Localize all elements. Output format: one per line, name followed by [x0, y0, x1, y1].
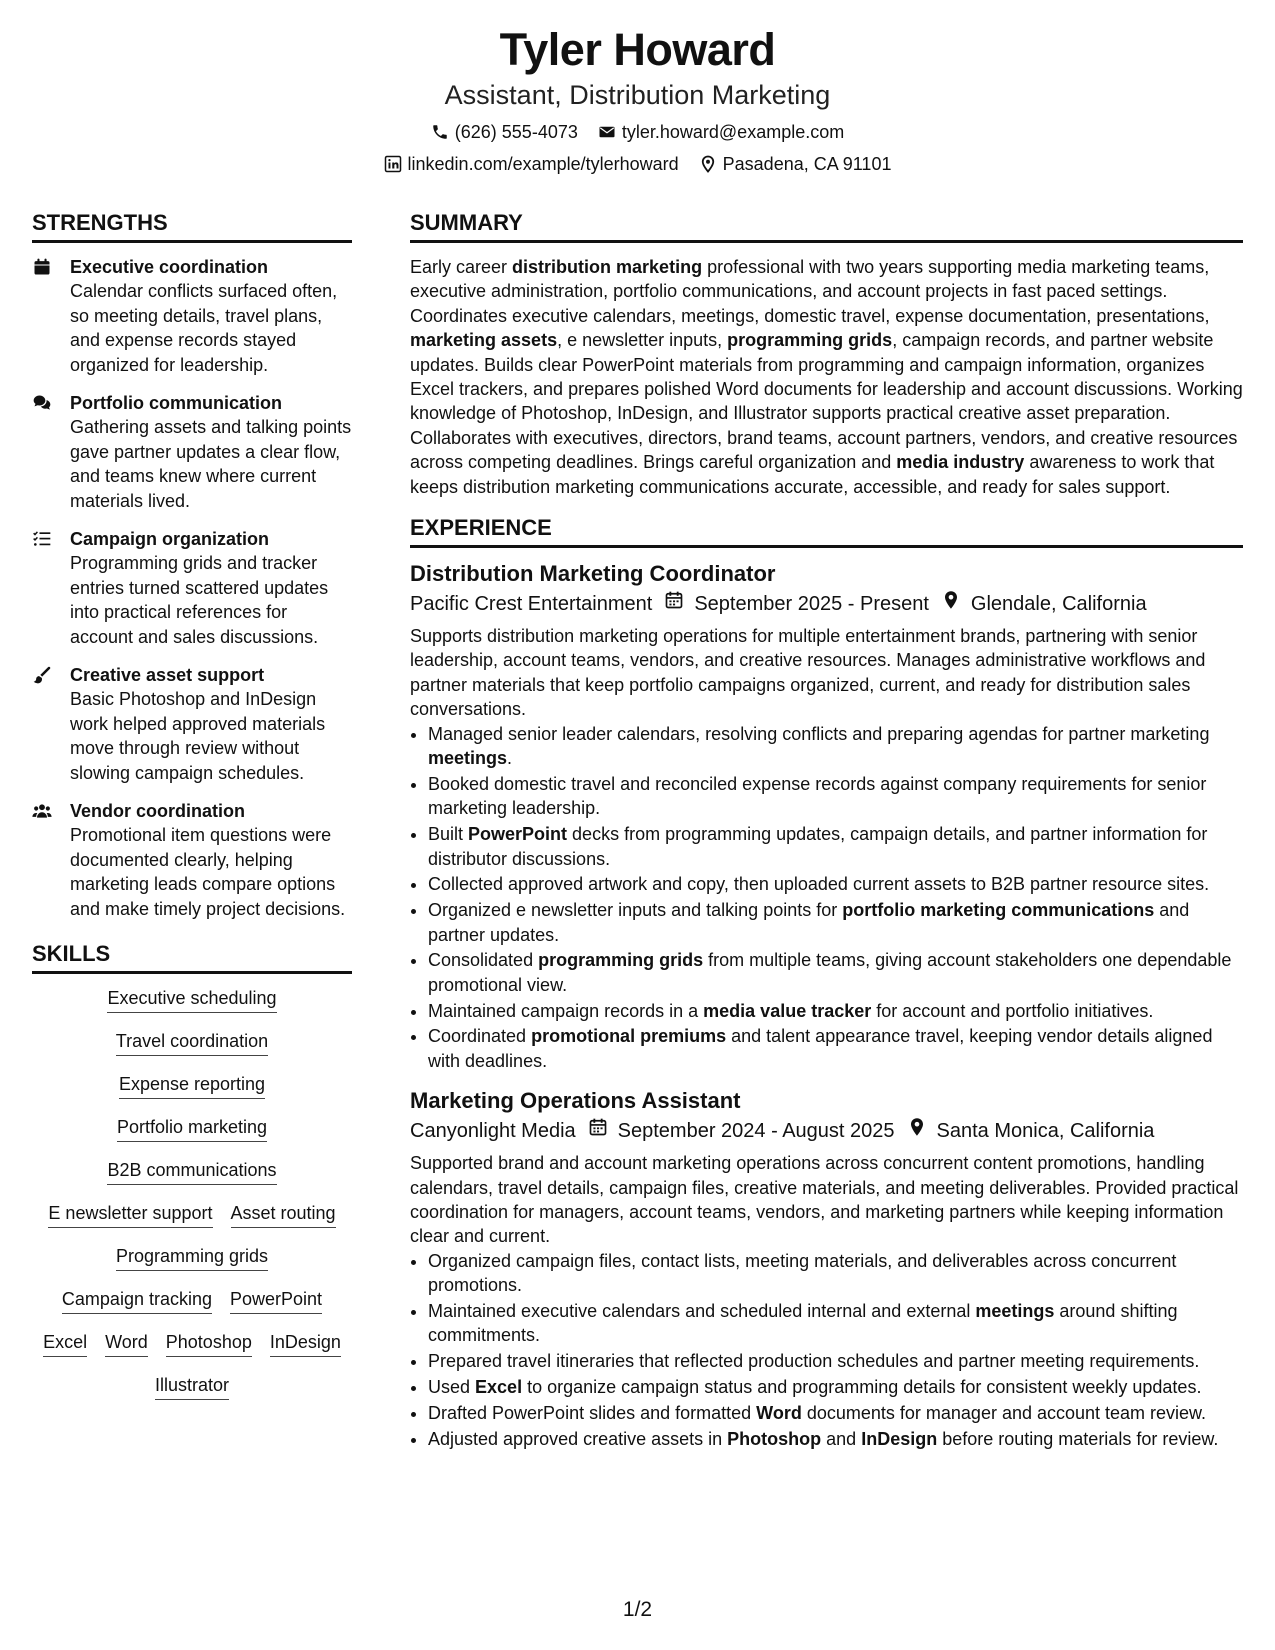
company-name: Pacific Crest Entertainment: [410, 593, 653, 616]
page-number: 1/2: [622, 1598, 653, 1621]
bold-keyword: Excel: [475, 1376, 523, 1397]
job-meta: [410, 590, 1243, 618]
job-dates-text: September 2025 - Present: [694, 593, 929, 616]
strength-description: Promotional item questions were documented clearly, helping marketing leads compare options and make timely project decisions.: [70, 825, 346, 919]
text-run: Early career: [410, 257, 513, 277]
summary-text: [410, 255, 1243, 499]
text-run: before routing materials for review.: [937, 1428, 1219, 1449]
job-bullet: [428, 1024, 1243, 1073]
skill-tag: Word: [105, 1330, 148, 1357]
text-run: and talent appearance travel, keeping vendor details aligned with deadlines.: [428, 1026, 1213, 1071]
bold-keyword: portfolio marketing communications: [842, 900, 1155, 921]
text-run: Maintained campaign records in a: [428, 1000, 704, 1021]
text-run: Managed senior leader calendars, resolving conflicts and preparing agendas for partner marketing: [428, 723, 1210, 744]
calendar-icon: [664, 590, 684, 618]
skill-row: [32, 1072, 352, 1099]
bold-keyword: media industry: [896, 452, 1025, 473]
text-run: Booked domestic travel and reconciled expense records against company requirements for senior marketing leadership.: [428, 773, 1207, 819]
strength-item: [32, 527, 352, 649]
linkedin-icon: [384, 155, 402, 173]
text-run: from multiple teams, giving account stakeholders one dependable promotional view.: [428, 950, 1232, 995]
calendar-icon: [588, 1117, 608, 1145]
skill-tag: Excel: [43, 1330, 87, 1357]
skill-tag: Campaign tracking: [62, 1287, 212, 1314]
skill-tag: InDesign: [270, 1330, 341, 1357]
email-contact: [598, 120, 844, 144]
strength-body: [70, 799, 352, 921]
map-pin-icon: [907, 1117, 927, 1145]
job-bullet: [428, 822, 1243, 871]
skill-row: [32, 1373, 352, 1400]
bold-keyword: programming grids: [727, 330, 893, 351]
skill-tag: B2B communications: [107, 1158, 276, 1185]
job-dates: [588, 1117, 895, 1145]
job-description: Supported brand and account marketing operations across concurrent content promotions, handling calendars, travel details, campaign files, creative materials, and meeting deliverables. Provided practical coordination for managers, account teams, vendors, and marketing partners while keeping information clear and current.: [410, 1153, 1239, 1247]
bold-keyword: programming grids: [538, 950, 704, 971]
phone-icon: [431, 123, 449, 141]
job-bullet: [428, 999, 1243, 1023]
strength-title: Portfolio communication: [70, 393, 283, 413]
map-pin-icon: [941, 590, 961, 618]
text-run: Prepared travel itineraries that reflected production schedules and partner meeting requirements.: [428, 1351, 1200, 1372]
bold-keyword: media value tracker: [703, 1000, 872, 1021]
experience-heading: EXPERIENCE: [410, 515, 1243, 548]
job-dates-text: September 2024 - August 2025: [617, 1120, 895, 1143]
job-bullet: [428, 1299, 1243, 1348]
text-run: Organized campaign files, contact lists, meeting materials, and deliverables across concurrent promotions.: [428, 1250, 1177, 1296]
text-run: decks from programming updates, campaign details, and partner information for distributor discussions.: [428, 824, 1208, 869]
text-run: awareness to work that keeps distribution marketing communications accurate, accessible, and ready for sales support.: [410, 452, 1215, 497]
job-bullet: [428, 1401, 1243, 1425]
job-location: [941, 590, 1147, 618]
text-run: around shifting commitments.: [428, 1300, 1178, 1346]
skill-tag: E newsletter support: [48, 1201, 212, 1228]
bold-keyword: marketing assets: [410, 330, 558, 351]
text-run: to organize campaign status and programming details for consistent weekly updates.: [522, 1376, 1202, 1397]
skill-row: [32, 1115, 352, 1142]
skill-tag: Photoshop: [166, 1330, 252, 1357]
job-title: Distribution Marketing Coordinator: [410, 561, 776, 587]
bold-keyword: InDesign: [861, 1428, 938, 1449]
text-run: , campaign records, and partner website updates. Builds clear PowerPoint materials from programming and campaign information, organizes Excel trackers, and prepares polished Word documents for leadership and account discussions. Working knowledge of Photoshop, InDesign, and Illustrator supports practical creative asset preparation. Collaborates with executives, directors, brand teams, account partners, vendors, and creative resources across competing deadlines. Brings careful organization and: [410, 330, 1243, 473]
bold-keyword: Photoshop: [727, 1428, 822, 1449]
company-name: Canyonlight Media: [410, 1120, 576, 1143]
calendar-icon: [32, 255, 70, 377]
strength-title: Executive coordination: [70, 257, 269, 277]
job-bullets: [410, 1249, 1243, 1451]
phone-contact: [431, 120, 578, 144]
strength-item: [32, 255, 352, 377]
strength-item: [32, 663, 352, 785]
bold-keyword: Word: [756, 1402, 802, 1423]
text-run: Maintained executive calendars and scheduled internal and external: [428, 1300, 976, 1321]
bold-keyword: distribution marketing: [512, 257, 703, 277]
job-bullet: [428, 1249, 1243, 1298]
skill-row: [32, 1244, 352, 1271]
strength-title: Vendor coordination: [70, 801, 246, 821]
job-bullet: [428, 1375, 1243, 1399]
email-text[interactable]: tyler.howard@example.com: [621, 122, 845, 142]
skill-tag: PowerPoint: [230, 1287, 322, 1314]
job-bullet: [428, 872, 1243, 896]
job-meta: [410, 1117, 1243, 1145]
users-icon: [32, 799, 70, 921]
job-location: [907, 1117, 1155, 1145]
map-pin-icon: [699, 155, 717, 173]
skill-tag: Illustrator: [155, 1373, 229, 1400]
text-run: professional with two years supporting media marketing teams, executive administration, portfolio communications, and account projects in fast paced settings. Coordinates executive calendars, meetings, domestic travel, expense documentation, presentations,: [410, 257, 1210, 326]
location-contact: [699, 152, 892, 176]
skill-row: [32, 986, 352, 1013]
location-text: Pasadena, CA 91101: [722, 154, 892, 174]
job-bullet: [428, 1427, 1243, 1451]
candidate-name: Tyler Howard: [499, 24, 776, 75]
text-run: and partner updates.: [428, 900, 1190, 945]
skill-row: [32, 1330, 352, 1357]
text-run: and: [821, 1428, 862, 1449]
envelope-icon: [598, 123, 616, 141]
text-run: for account and portfolio initiatives.: [871, 1000, 1154, 1021]
text-run: Drafted PowerPoint slides and formatted: [428, 1402, 757, 1423]
strength-body: [70, 527, 352, 649]
strength-description: Basic Photoshop and InDesign work helped approved materials move through review without slowing campaign schedules.: [70, 689, 326, 783]
linkedin-contact: [384, 152, 679, 176]
brush-icon: [32, 663, 70, 785]
strengths-list: [32, 255, 352, 921]
strength-item: [32, 391, 352, 513]
job-bullet: [428, 1349, 1243, 1373]
contact-row-1: [0, 120, 1275, 144]
resume-body: [32, 210, 1243, 1465]
job-entry: [410, 560, 1243, 1073]
text-run: Built: [428, 824, 469, 845]
bold-keyword: meetings: [975, 1300, 1055, 1321]
resume-header: [0, 0, 1275, 176]
job-bullet: [428, 898, 1243, 947]
skill-tag: Travel coordination: [116, 1029, 268, 1056]
experience-list: [410, 560, 1243, 1451]
text-run: Consolidated: [428, 950, 539, 971]
text-run: Adjusted approved creative assets in: [428, 1428, 728, 1449]
skill-row: [32, 1029, 352, 1056]
skills-list: [32, 986, 352, 1400]
candidate-title: Assistant, Distribution Marketing: [444, 80, 831, 110]
comments-icon: [32, 391, 70, 513]
text-run: , e newsletter inputs,: [557, 330, 728, 351]
text-run: Used: [428, 1376, 476, 1397]
right-column: [410, 210, 1243, 1465]
skill-row: [32, 1158, 352, 1185]
linkedin-text[interactable]: linkedin.com/example/tylerhoward: [407, 154, 679, 174]
summary-heading: SUMMARY: [410, 210, 1243, 243]
strength-description: Programming grids and tracker entries turned scattered updates into practical references for account and sales discussions.: [70, 553, 329, 647]
bold-keyword: PowerPoint: [468, 824, 568, 845]
strength-body: [70, 391, 352, 513]
skill-row: [32, 1287, 352, 1314]
skill-tag: Asset routing: [231, 1201, 336, 1228]
left-column: [32, 210, 352, 1465]
job-title: Marketing Operations Assistant: [410, 1088, 741, 1114]
contact-row-2: [0, 152, 1275, 176]
job-location-text: Santa Monica, California: [936, 1120, 1155, 1143]
job-bullet: [428, 722, 1243, 771]
skill-row: [32, 1201, 352, 1228]
skill-tag: Executive scheduling: [107, 986, 276, 1013]
strength-body: [70, 255, 352, 377]
job-bullet: [428, 772, 1243, 821]
bold-keyword: meetings: [428, 748, 508, 769]
text-run: documents for manager and account team review.: [801, 1402, 1207, 1423]
job-dates: [664, 590, 929, 618]
strengths-heading: STRENGTHS: [32, 210, 352, 243]
strength-title: Creative asset support: [70, 665, 265, 685]
text-run: Organized e newsletter inputs and talking points for: [428, 900, 843, 921]
strength-description: Calendar conflicts surfaced often, so meeting details, travel plans, and expense records stayed organized for leadership.: [70, 281, 338, 375]
phone-text[interactable]: (626) 555-4073: [454, 122, 578, 142]
skill-tag: Portfolio marketing: [117, 1115, 267, 1142]
job-entry: [410, 1087, 1243, 1451]
job-description: Supports distribution marketing operations for multiple entertainment brands, partnering with senior leadership, account teams, vendors, and creative resources. Manages administrative workflows and partner materials that keep portfolio campaigns organized, current, and ready for distribution sales conversations.: [410, 626, 1206, 720]
job-location-text: Glendale, California: [970, 593, 1147, 616]
job-bullets: [410, 722, 1243, 1073]
strength-body: [70, 663, 352, 785]
text-run: .: [507, 748, 513, 769]
strength-title: Campaign organization: [70, 529, 270, 549]
checklist-icon: [32, 527, 70, 649]
text-run: Collected approved artwork and copy, then uploaded current assets to B2B partner resource sites.: [428, 874, 1210, 895]
text-run: Coordinated: [428, 1026, 532, 1047]
bold-keyword: promotional premiums: [531, 1026, 727, 1047]
skill-tag: Programming grids: [116, 1244, 268, 1271]
strength-description: Gathering assets and talking points gave partner updates a clear flow, and teams knew where current materials lived.: [70, 417, 352, 511]
skills-heading: SKILLS: [32, 941, 352, 974]
skill-tag: Expense reporting: [119, 1072, 265, 1099]
job-bullet: [428, 948, 1243, 997]
strength-item: [32, 799, 352, 921]
